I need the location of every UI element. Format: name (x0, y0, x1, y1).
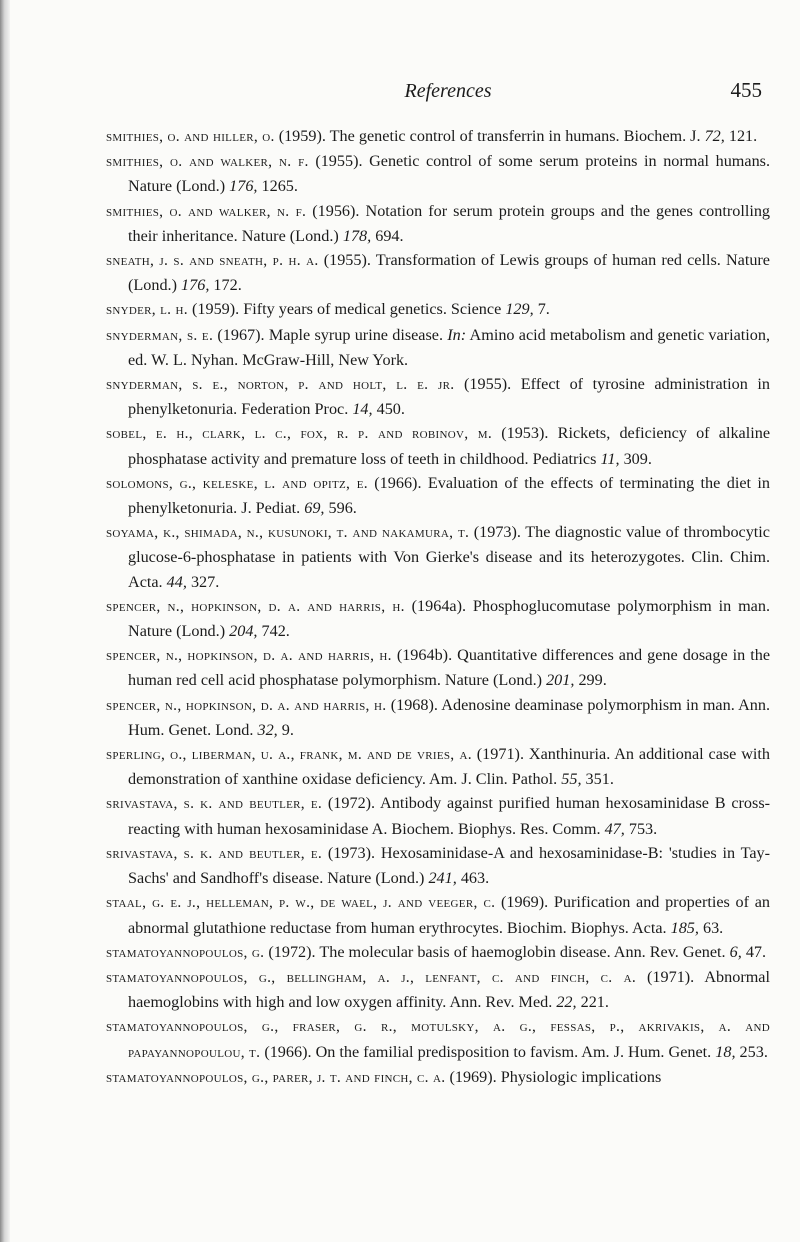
reference-title: The molecular basis of haemoglobin disease. Ann. Rev. Genet. (319, 942, 726, 961)
reference-volume: 176, (181, 276, 210, 295)
reference-year: (1967). (217, 325, 265, 344)
reference-year: (1964b). (396, 646, 453, 665)
reference-pages: 694. (375, 226, 404, 245)
reference-year: (1973). (327, 843, 376, 862)
reference-list (106, 124, 770, 1090)
reference-year: (1969). (500, 893, 549, 912)
reference-volume: 32, (257, 720, 278, 739)
reference-pages: 121. (728, 127, 758, 145)
reference-pages: 63. (702, 918, 724, 937)
reference-title: Maple syrup urine disease. (268, 325, 444, 344)
reference-pages: 47. (745, 942, 767, 961)
reference-authors: sperling, o., liberman, u. a., frank, m. and de vries, a. (106, 746, 472, 764)
reference-authors: srivastava, s. k. and beutler, e. (106, 795, 323, 813)
reference-entry (106, 1014, 770, 1064)
reference-title: Evaluation of the effects of terminating the diet in phenylketonuria. J. Pediat. (128, 473, 770, 518)
reference-volume: 241, (428, 869, 457, 888)
page-header (128, 78, 768, 108)
reference-authors: solomons, g., keleske, l. and opitz, e. (106, 474, 368, 492)
reference-authors: sneath, j. s. and sneath, p. h. a. (106, 252, 319, 270)
reference-entry (106, 372, 770, 421)
reference-pages: 221. (580, 993, 609, 1012)
reference-year: (1966). (374, 473, 422, 492)
reference-volume: 185, (670, 918, 699, 937)
reference-year: (1968). (390, 695, 438, 714)
reference-year: (1964a). (411, 596, 467, 615)
reference-title: Phosphoglucomutase polymorphism in man. Nature (Lond.) (128, 596, 770, 641)
reference-year: (1955). (315, 152, 363, 171)
reference-authors: spencer, n., hopkinson, d. a. and harris, h. (106, 696, 387, 714)
reference-title: Notation for serum protein groups and the genes controlling their inheritance. Nature (Lond.) (128, 201, 771, 245)
reference-pages: 299. (578, 671, 607, 690)
reference-title: Abnormal haemoglobins with high and low oxygen affinity. Ann. Rev. Med. (128, 967, 770, 1012)
reference-volume: 22, (556, 993, 577, 1012)
reference-authors: stamatoyannopoulos, g. (106, 943, 265, 961)
reference-entry (106, 471, 770, 520)
reference-title: Hexosaminidase-A and hexosaminidase-B: 'studies in Tay-Sachs' and Sandhoff's disease. Nature (Lond.) (128, 843, 771, 888)
reference-volume: 178, (342, 226, 372, 245)
reference-pages: 7. (537, 300, 550, 319)
reference-entry (106, 940, 770, 965)
reference-authors: snyderman, s. e., norton, p. and holt, l. e. jr. (106, 376, 455, 394)
page-binding-edge (0, 0, 10, 1242)
reference-entry (106, 693, 770, 742)
reference-authors: stamatoyannopoulos, g., fraser, g. r., motulsky, a. g., fessas, p., akrivakis, a. and papayannopoulou, t. (106, 1018, 770, 1061)
reference-pages: 596. (328, 499, 357, 518)
reference-authors: stamatoyannopoulos, g., bellingham, a. j., lenfant, c. and finch, c. a. (106, 968, 637, 986)
reference-year: (1959). (278, 127, 326, 145)
reference-pages: 463. (460, 869, 490, 888)
reference-pages: 351. (585, 770, 614, 789)
reference-volume: 69, (304, 499, 325, 518)
reference-pages: 742. (261, 622, 290, 641)
reference-year: (1972). (327, 794, 376, 813)
reference-volume: 18, (715, 1042, 736, 1061)
reference-authors: smithies, o. and walker, n. f. (106, 153, 309, 171)
reference-year: (1956). (312, 201, 360, 220)
reference-authors: soyama, k., shimada, n., kusunoki, t. and nakamura, t. (106, 524, 470, 542)
reference-volume: 204, (229, 622, 258, 641)
reference-pages: 253. (739, 1042, 768, 1061)
reference-title: Purification and properties of an abnormal glutathione reductase from human erythrocytes. Biochim. Biophys. Acta. (128, 893, 770, 937)
reference-entry (106, 421, 770, 470)
reference-title: Genetic control of some serum proteins in normal humans. Nature (Lond.) (128, 152, 771, 196)
reference-authors: snyder, l. h. (106, 301, 188, 319)
reference-pages: 9. (281, 720, 294, 739)
reference-volume: 176, (229, 177, 258, 196)
reference-in: In: (447, 325, 467, 344)
reference-year: (1969). (449, 1067, 497, 1086)
reference-entry (106, 149, 770, 198)
reference-year: (1955). (464, 375, 512, 394)
reference-volume: 129, (505, 300, 534, 319)
reference-title: Physiologic implications (500, 1067, 662, 1086)
reference-year: (1973). (473, 523, 521, 542)
reference-year: (1959). (192, 300, 240, 319)
reference-title: The genetic control of transferrin in humans. Biochem. J. (329, 127, 701, 145)
reference-pages: 753. (628, 819, 658, 838)
reference-title: Effect of tyrosine administration in phenylketonuria. Federation Proc. (128, 375, 771, 419)
reference-title: Transformation of Lewis groups of human red cells. Nature (Lond.) (128, 251, 770, 295)
reference-authors: snyderman, s. e. (106, 326, 214, 344)
reference-volume: 44, (166, 572, 187, 591)
reference-entry (106, 841, 770, 890)
reference-volume: 11, (600, 449, 620, 468)
reference-year: (1971). (647, 967, 695, 986)
reference-title: On the familial predisposition to favism. Am. J. Hum. Genet. (315, 1042, 712, 1061)
reference-authors: stamatoyannopoulos, g., parer, j. t. and finch, c. a. (106, 1068, 446, 1086)
reference-pages: 172. (213, 276, 242, 295)
reference-title: Quantitative differences and gene dosage in the human red cell acid phosphatase polymorphism. Nature (Lond.) (128, 646, 771, 690)
reference-volume: 72, (704, 127, 725, 145)
reference-entry (106, 643, 770, 692)
reference-pages: 450. (376, 400, 405, 419)
reference-volume: 14, (352, 400, 373, 419)
reference-pages: 309. (623, 449, 652, 468)
reference-year: (1966). (264, 1042, 312, 1061)
reference-entry (106, 199, 770, 248)
reference-entry (106, 965, 770, 1014)
reference-authors: sobel, e. h., clark, l. c., fox, r. p. and robinov, m. (106, 425, 493, 443)
reference-authors: smithies, o. and hiller, o. (106, 128, 275, 145)
reference-title: The diagnostic value of thrombocytic glucose-6-phosphatase in patients with Von Gierke's disease and its heterozygotes. Clin. Chim. Acta. (128, 523, 770, 591)
reference-volume: 201, (546, 671, 575, 690)
reference-entry (106, 1065, 770, 1090)
reference-authors: spencer, n., hopkinson, d. a. and harris, h. (106, 647, 392, 665)
reference-volume: 47, (604, 819, 625, 838)
reference-volume: 55, (561, 770, 582, 789)
reference-entry (106, 248, 770, 297)
reference-year: (1955). (323, 251, 371, 270)
reference-entry (106, 742, 770, 791)
reference-volume: 6, (729, 942, 742, 961)
reference-source: Amino acid metabolism and genetic variation, ed. W. L. Nyhan. McGraw-Hill, New York. (128, 325, 771, 369)
reference-entry (106, 594, 770, 643)
page-number: 455 (730, 78, 762, 102)
running-head: References (404, 80, 492, 102)
reference-pages: 1265. (261, 177, 298, 196)
reference-authors: spencer, n., hopkinson, d. a. and harris, h. (106, 597, 405, 615)
reference-authors: smithies, o. and walker, n. f. (106, 202, 307, 220)
reference-entry (106, 124, 770, 149)
reference-title: Antibody against purified human hexosaminidase B cross-reacting with human hexosaminidase A. Biochem. Biophys. Res. Comm. (128, 794, 771, 838)
reference-authors: srivastava, s. k. and beutler, e. (106, 844, 323, 862)
reference-title: Xanthinuria. An additional case with demonstration of xanthine oxidase deficiency. Am. J. Clin. Pathol. (128, 745, 771, 789)
reference-entry (106, 890, 770, 939)
reference-year: (1971). (476, 745, 524, 764)
reference-entry (106, 520, 770, 594)
reference-entry (106, 297, 770, 322)
reference-year: (1953). (501, 424, 549, 443)
reference-pages: 327. (190, 572, 220, 591)
reference-year: (1972). (268, 942, 316, 961)
reference-authors: staal, g. e. j., helleman, p. w., de wael, j. and veeger, c. (106, 894, 496, 912)
reference-title: Adenosine deaminase polymorphism in man. Ann. Hum. Genet. Lond. (128, 695, 771, 739)
reference-entry (106, 791, 770, 840)
reference-title: Rickets, deficiency of alkaline phosphatase activity and premature loss of teeth in childhood. Pediatrics (128, 424, 771, 468)
reference-title: Fifty years of medical genetics. Science (243, 300, 502, 319)
reference-entry (106, 323, 770, 372)
